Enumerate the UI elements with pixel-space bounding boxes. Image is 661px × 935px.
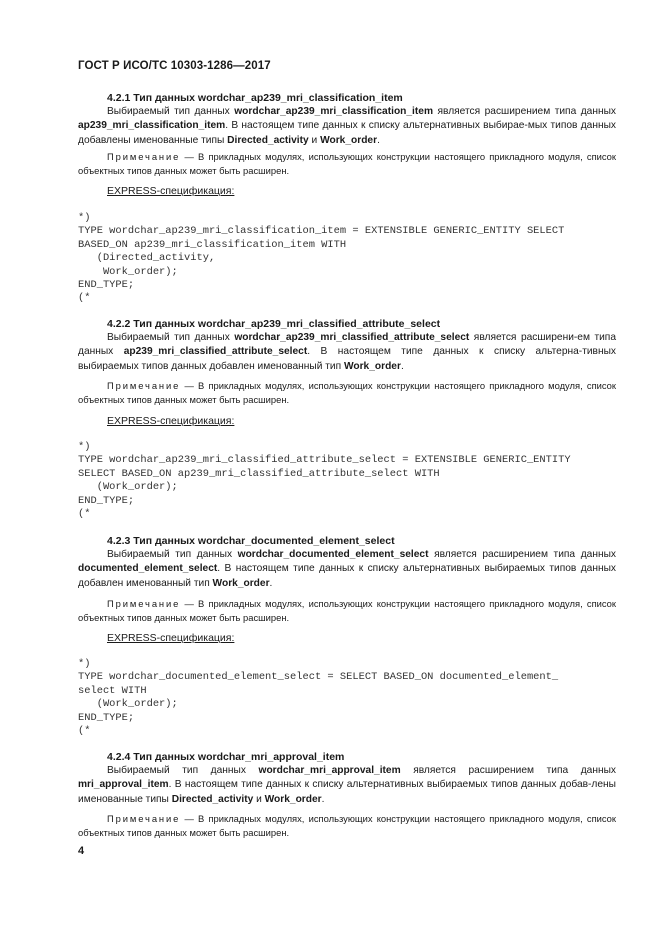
code-block-4-2-1 (78, 212, 616, 306)
text-run: Выбираемый тип данных (107, 106, 235, 117)
section-paragraph (78, 764, 616, 807)
text-run: . В настоящем типе данных к списку альтернативных выбираемых типов данных добав-лены именованные типы (78, 779, 616, 805)
text-run: является расширением типа данных (433, 106, 616, 117)
bold-term: Work_order (264, 793, 322, 805)
express-label (78, 185, 616, 198)
express-label (78, 415, 616, 428)
note-label: Примечание (107, 598, 181, 609)
express-code: *) TYPE wordchar_documented_element_select = SELECT BASED_ON documented_element_ select WITH (Work_order); END_TYPE; (* (78, 658, 559, 738)
text-run: и (308, 134, 321, 146)
text-run: . (321, 793, 325, 805)
note-paragraph (78, 812, 616, 839)
note-paragraph (78, 150, 616, 177)
note-paragraph (78, 597, 616, 624)
text-run: Выбираемый тип данных (107, 765, 259, 776)
text-run: Выбираемый тип данных (107, 549, 238, 560)
express-spec-title: EXPRESS-спецификация: (107, 415, 235, 427)
text-run: Выбираемый тип данных (107, 332, 235, 343)
note-text: — В прикладных модулях, использующих конструкции настоящего прикладного модуля, список объектных типов данных может быть расширен. (78, 598, 616, 623)
section-heading: 4.2.2 Тип данных wordchar_ap239_mri_classified_attribute_select (107, 318, 441, 330)
note-4-2-2 (78, 379, 616, 406)
section-paragraph (78, 331, 616, 374)
bold-term: Directed_activity (227, 134, 309, 146)
standard-header: ГОСТ Р ИСО/ТС 10303-1286—2017 (78, 60, 271, 72)
bold-term: Work_order (320, 134, 378, 146)
bold-term: wordchar_mri_approval_item (258, 765, 401, 776)
express-spec-title: EXPRESS-спецификация: (107, 185, 235, 197)
section-heading: 4.2.4 Тип данных wordchar_mri_approval_item (107, 751, 345, 763)
section-paragraph (78, 105, 616, 148)
bold-term: documented_element_select (78, 563, 218, 575)
code-block-4-2-3 (78, 658, 616, 738)
section-4-2-4 (78, 751, 616, 807)
section-4-2-1 (78, 92, 616, 148)
bold-term: wordchar_ap239_mri_classification_item (234, 106, 434, 117)
text-run: является расширени-ем типа данных (78, 332, 616, 358)
note-text: — В прикладных модулях, использующих конструкции настоящего прикладного модуля, список объектных типов данных может быть расширен. (78, 380, 616, 405)
express-spec-title: EXPRESS-спецификация: (107, 632, 235, 644)
text-run: . (269, 577, 273, 589)
note-text: — В прикладных модулях, использующих конструкции настоящего прикладного модуля, список объектных типов данных может быть расширен. (78, 151, 616, 176)
note-4-2-4 (78, 812, 616, 839)
text-run: . В настоящем типе данных к списку альтернативных выбираемых типов данных добавлен именованный тип (78, 563, 616, 589)
note-label: Примечание (107, 151, 181, 162)
text-run: . (400, 360, 404, 372)
text-run: . (377, 134, 380, 146)
section-heading: 4.2.1 Тип данных wordchar_ap239_mri_classification_item (107, 92, 403, 104)
section-4-2-2 (78, 318, 616, 374)
section-heading: 4.2.3 Тип данных wordchar_documented_element_select (107, 535, 395, 547)
page-number: 4 (78, 845, 85, 857)
note-4-2-3 (78, 597, 616, 624)
bold-term: mri_approval_item (78, 779, 169, 791)
text-run: является расширением типа данных (400, 765, 617, 776)
note-paragraph (78, 379, 616, 406)
bold-term: wordchar_documented_element_select (237, 549, 429, 560)
bold-term: wordchar_ap239_mri_classified_attribute_select (234, 332, 470, 343)
express-label (78, 632, 616, 645)
text-run: . В настоящем типе данных к списку альтерна-тивных выбираемых типов данных добавлен именованный тип (78, 346, 617, 372)
bold-term: ap239_mri_classified_attribute_select (123, 346, 308, 358)
section-paragraph (78, 548, 616, 591)
express-code: *) TYPE wordchar_ap239_mri_classification_item = EXTENSIBLE GENERIC_ENTITY SELECT BASED_ON ap239_mri_classification_item WITH (Directed_activity, Work_order); END_TYPE; (* (78, 212, 565, 305)
section-4-2-3 (78, 535, 616, 591)
express-code: *) TYPE wordchar_ap239_mri_classified_attribute_select = EXTENSIBLE GENERIC_ENTITY SELECT BASED_ON ap239_mri_classified_attribute_select WITH (Work_order); END_TYPE; (* (78, 441, 571, 521)
text-run: является расширением типа данных (428, 549, 616, 560)
bold-term: Work_order (343, 360, 401, 372)
text-run: и (253, 793, 265, 805)
bold-term: ap239_mri_classification_item (78, 120, 226, 132)
note-label: Примечание (107, 380, 181, 391)
note-4-2-1 (78, 150, 616, 177)
bold-term: Work_order (212, 577, 270, 589)
note-text: — В прикладных модулях, использующих конструкции настоящего прикладного модуля, список объектных типов данных может быть расширен. (78, 813, 616, 838)
note-label: Примечание (107, 813, 181, 824)
bold-term: Directed_activity (171, 793, 254, 805)
code-block-4-2-2 (78, 441, 616, 521)
text-run: . В настоящем типе данных к списку альтернативных выбирае-мых типов данных добавлены именованные типы (78, 120, 616, 146)
